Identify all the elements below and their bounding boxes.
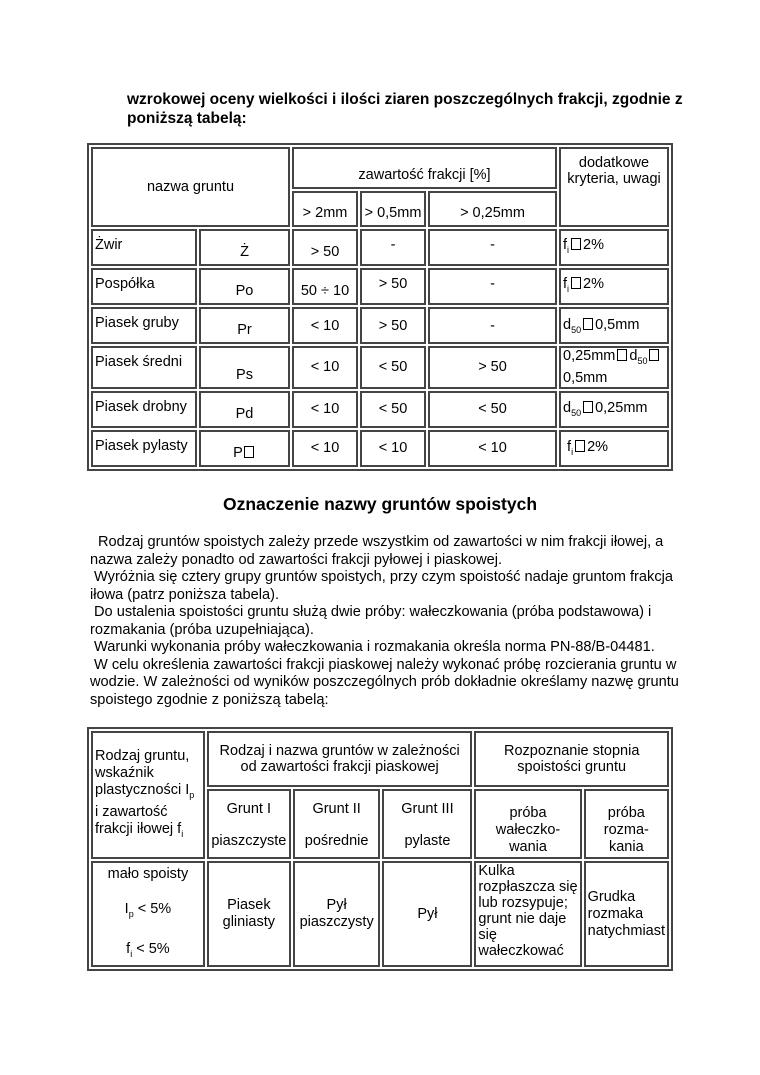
- soil-class-cell: [91, 861, 205, 967]
- soil-symbol: Po: [199, 268, 290, 305]
- table-row: [91, 229, 669, 266]
- group-title: Grunt I: [226, 801, 271, 817]
- subscript: i: [130, 948, 133, 959]
- table-row: [91, 346, 669, 389]
- header-soil-name: nazwa gruntu: [91, 147, 290, 227]
- header-col-05mm: > 0,5mm: [360, 191, 426, 227]
- soaking-result: Grudka rozmaka natychmiast: [584, 861, 669, 967]
- group-3-value: Pył: [382, 861, 472, 967]
- subscript: 50: [571, 408, 582, 419]
- body-text: [90, 534, 680, 709]
- ip-value: [95, 901, 201, 923]
- value-05mm: > 50: [360, 268, 426, 305]
- value-2mm: > 50: [292, 229, 358, 266]
- paragraph: Wyróżnia się cztery grupy gruntów spoistych, przy czym spoistość nadaje gruntom frakcja iłowa (patrz poniższa tabela).: [90, 569, 673, 603]
- soil-symbol: Pr: [199, 307, 290, 344]
- subscript: i: [571, 447, 574, 458]
- soil-symbol: Ż: [199, 229, 290, 266]
- criteria: $f_i$ 2%: [559, 229, 669, 266]
- value-05mm: < 50: [360, 346, 426, 389]
- value-025mm: < 50: [428, 391, 557, 428]
- value-2mm: < 10: [292, 346, 358, 389]
- group-1-header: [207, 789, 291, 859]
- value-05mm: -: [360, 229, 426, 266]
- group-3-header: [382, 789, 472, 859]
- missing-glyph-icon: [571, 238, 581, 250]
- soil-symbol: Ps: [199, 346, 290, 389]
- soil-name: Piasek drobny: [91, 391, 197, 428]
- fi-value: [95, 941, 201, 963]
- header-criteria: dodatkowe kryteria, uwagi: [559, 147, 669, 227]
- subscript: i: [567, 244, 570, 255]
- header-soil-type-text-2: i zawartość frakcji iłowej f: [95, 803, 182, 837]
- group-2-header: [293, 789, 381, 859]
- value-05mm: < 10: [360, 430, 426, 467]
- missing-glyph-icon: [571, 277, 581, 289]
- soil-name: Piasek gruby: [91, 307, 197, 344]
- value-05mm: > 50: [360, 307, 426, 344]
- soil-name: Pospółka: [91, 268, 197, 305]
- soil-class-label: mało spoisty: [107, 865, 189, 882]
- subscript: 50: [571, 324, 582, 335]
- criteria: $f_i$ 2%: [559, 430, 669, 467]
- soil-symbol: [199, 430, 290, 467]
- subscript: i: [181, 828, 184, 839]
- soil-symbol: Pd: [199, 391, 290, 428]
- fi-symbol: f: [126, 940, 131, 957]
- value-025mm: -: [428, 307, 557, 344]
- table-row: [91, 430, 669, 467]
- test-rolling-header: próba wałeczko-wania: [474, 789, 581, 859]
- table-row: [91, 307, 669, 344]
- paragraph: Warunki wykonania próby wałeczkowania i rozmakania określa norma PN-88/B-04481.: [94, 639, 655, 655]
- test-soaking-header: próba rozma-kania: [584, 789, 669, 859]
- group-subtitle: pylaste: [404, 833, 451, 849]
- missing-glyph-icon: [649, 349, 659, 361]
- group-subtitle: pośrednie: [304, 833, 369, 849]
- soil-name: Piasek średni: [91, 346, 197, 389]
- criteria: 0,25mm $d_{50}$ 0,5mm: [559, 346, 669, 389]
- group-title: Grunt III: [401, 801, 454, 817]
- value-2mm: 50 ÷ 10: [292, 268, 358, 305]
- criteria: $d_{50}$ 0,25mm: [559, 391, 669, 428]
- value-025mm: -: [428, 229, 557, 266]
- fraction-table: [87, 143, 673, 471]
- criteria: $d_{50}$ 0,5mm: [559, 307, 669, 344]
- ip-symbol: I: [124, 900, 129, 917]
- table-row: [91, 268, 669, 305]
- rolling-result: Kulka rozpłaszcza się lub rozsypuje; grunt nie daje się wałeczkować: [474, 861, 581, 967]
- soil-name: Piasek pylasty: [91, 430, 197, 467]
- table-row: [91, 861, 669, 967]
- missing-glyph-icon: [583, 318, 593, 330]
- paragraph: W celu określenia zawartości frakcji piaskowej należy wykonać próbę rozcierania gruntu w wodzie. W zależności od wyników poszczególnych prób dokładnie określamy nazwę gruntu spoistego zgodnie z poniższą tabelą:: [90, 656, 679, 708]
- subscript: p: [128, 908, 134, 919]
- fi-limit: < 5%: [136, 940, 170, 957]
- header-soil-type: [91, 731, 205, 859]
- table-row: [91, 391, 669, 428]
- criteria: $f_i$ 2%: [559, 268, 669, 305]
- value-025mm: > 50: [428, 346, 557, 389]
- missing-glyph-icon: [244, 446, 254, 458]
- group-1-value: Piasek gliniasty: [207, 861, 291, 967]
- header-col-2mm: > 2mm: [292, 191, 358, 227]
- group-2-value: Pył piaszczysty: [293, 861, 381, 967]
- symbol-text: P: [233, 444, 243, 461]
- value-2mm: < 10: [292, 307, 358, 344]
- group-title: Grunt II: [312, 801, 361, 817]
- value-2mm: < 10: [292, 391, 358, 428]
- missing-glyph-icon: [617, 349, 627, 361]
- intro-text: wzrokowej oceny wielkości i ilości ziaren poszczególnych frakcji, zgodnie z poniższą tabelą:: [127, 91, 683, 127]
- paragraph: Do ustalenia spoistości gruntu służą dwie próby: wałeczkowania (próba podstawowa) i rozmakania (próba uzupełniająca).: [90, 604, 652, 638]
- cohesive-soil-table: [87, 727, 673, 971]
- header-cohesion: Rozpoznanie stopnia spoistości gruntu: [474, 731, 669, 787]
- value-025mm: < 10: [428, 430, 557, 467]
- subscript: 50: [637, 355, 648, 366]
- header-soil-type-text: Rodzaj gruntu, wskaźnik plastyczności I: [95, 747, 190, 798]
- header-fraction-content: zawartość frakcji [%]: [292, 147, 557, 189]
- value-025mm: -: [428, 268, 557, 305]
- missing-glyph-icon: [583, 401, 593, 413]
- section-title: Oznaczenie nazwy gruntów spoistych: [222, 494, 538, 514]
- value-2mm: < 10: [292, 430, 358, 467]
- soil-name: Żwir: [91, 229, 197, 266]
- value-05mm: < 50: [360, 391, 426, 428]
- header-col-025mm: > 0,25mm: [428, 191, 557, 227]
- subscript: i: [567, 283, 570, 294]
- missing-glyph-icon: [575, 440, 585, 452]
- header-soil-names: Rodzaj i nazwa gruntów w zależności od zawartości frakcji piaskowej: [207, 731, 473, 787]
- ip-limit: < 5%: [137, 900, 172, 917]
- paragraph: Rodzaj gruntów spoistych zależy przede wszystkim od zawartości w nim frakcji iłowej, a nazwa zależy ponadto od zawartości frakcji pyłowej i piaskowej.: [90, 534, 664, 568]
- subscript: p: [189, 789, 195, 800]
- group-subtitle: piaszczyste: [211, 833, 287, 849]
